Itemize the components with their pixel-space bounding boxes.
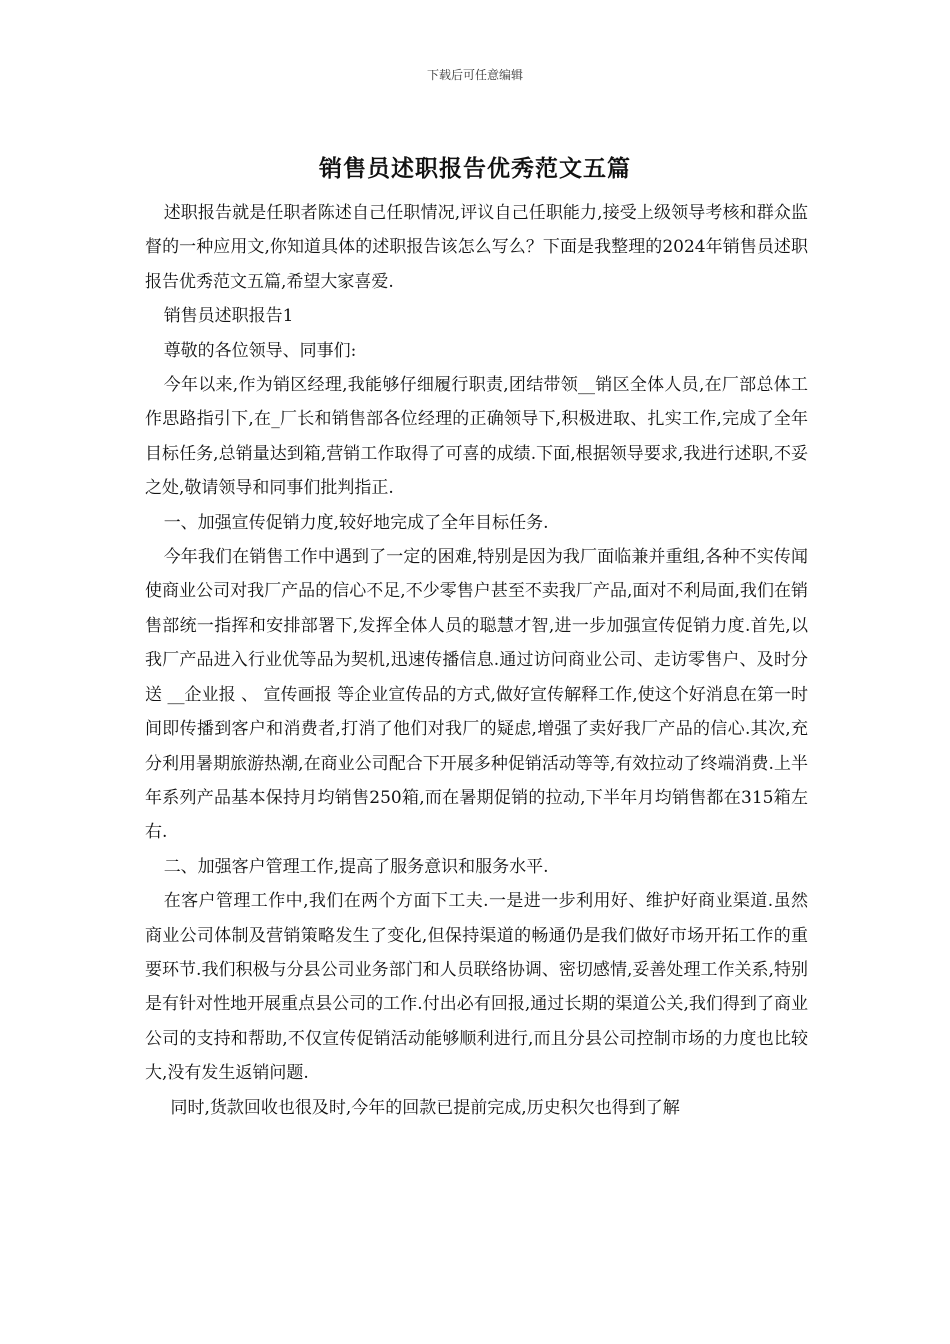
section-heading-1: 一、加强宣传促销力度,较好地完成了全年目标任务. — [163, 512, 549, 533]
salutation: 尊敬的各位领导、同事们: — [163, 340, 357, 361]
section-heading-2: 二、加强客户管理工作,提高了服务意识和服务水平. — [163, 856, 549, 877]
body-paragraph: 今年以来,作为销区经理,我能够仔细履行职责,团结带领__销区全体人员,在厂部总体工作思路指引下,在_厂长和销售部各位经理的正确领导下,积极进取、扎实工作,完成了全年目标任务,总销量达到箱,营销工作取得了可喜的成绩.下面,根据领导要求,我进行述职,不妥之处,敬请领导和同事们批判指正. — [145, 375, 808, 499]
document-title: 销售员述职报告优秀范文五篇 — [319, 155, 631, 182]
report-heading: 销售员述职报告1 — [163, 306, 294, 327]
header-note: 下载后可任意编辑 — [426, 68, 523, 82]
body-paragraph: 在客户管理工作中,我们在两个方面下工夫.一是进一步利用好、维护好商业渠道.虽然商业公司体制及营销策略发生了变化,但保持渠道的畅通仍是我们做好市场开拓工作的重要环节.我们积极与分县公司业务部门和人员联络协调、密切感情,妥善处理工作关系,特别是有针对性地开展重点县公司的工作.付出必有回报,通过长期的渠道公关,我们得到了商业公司的支持和帮助,不仅宣传促销活动能够顺利进行,而且分县公司控制市场的力度也比较大,没有发生返销问题. — [145, 891, 808, 1084]
body-paragraph: 今年我们在销售工作中遇到了一定的困难,特别是因为我厂面临兼并重组,各种不实传闻使商业公司对我厂产品的信心不足,不少零售户甚至不卖我厂产品,面对不利局面,我们在销售部统一指挥和安排部署下,发挥全体人员的聪慧才智,进一步加强宣传促销力度.首先,以我厂产品进入行业优等品为契机,迅速传播信息.通过访问商业公司、走访零售户、及时分送 __企业报 、 宣传画报 等企业宣传品的方式,做好宣传解释工作,使这个好消息在第一时间即传播到客户和消费者,打消了他们对我厂的疑虑,增强了卖好我厂产品的信心.其次,充分利用暑期旅游热潮,在商业公司配合下开展多种促销活动等等,有效拉动了终端消费.上半年系列产品基本保持月均销售250箱,而在暑期促销的拉动,下半年月均销售都在315箱左右. — [145, 547, 808, 843]
body-paragraph: 同时,货款回收也很及时,今年的回款已提前完成,历史积欠也得到了解 — [170, 1097, 680, 1118]
document-body — [145, 196, 808, 1125]
intro-paragraph: 述职报告就是任职者陈述自己任职情况,评议自己任职能力,接受上级领导考核和群众监督的一种应用文,你知道具体的述职报告该怎么写么？下面是我整理的2024年销售员述职报告优秀范文五篇,希望大家喜爱. — [145, 203, 808, 292]
